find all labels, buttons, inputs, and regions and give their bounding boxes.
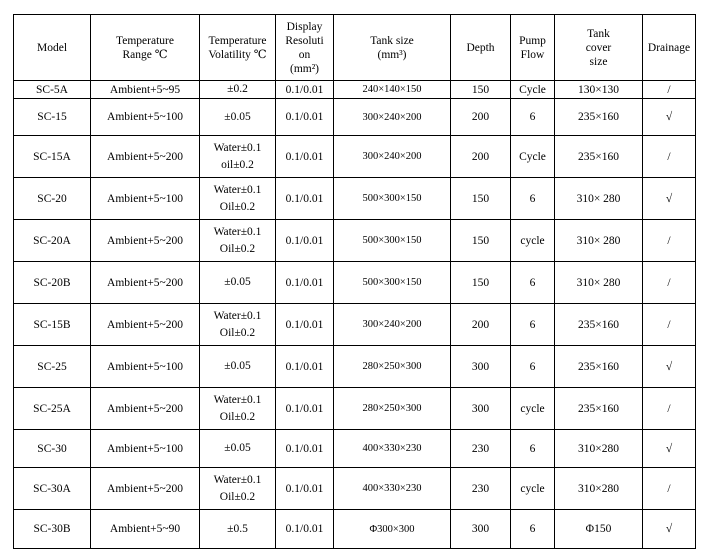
header-volatility-line-1: Temperature	[208, 34, 267, 47]
cell-pump-flow: 6	[511, 178, 555, 220]
cell-drainage: √	[643, 430, 696, 468]
header-cover-line-1: Tank	[587, 27, 610, 40]
cell-tank-size: 300×240×200	[334, 304, 451, 346]
volatility-line-2: Oil±0.2	[219, 242, 256, 255]
header-temperature-volatility	[200, 15, 276, 81]
cell-temperature-range: Ambient+5~100	[91, 178, 200, 220]
cell-temperature-range: Ambient+5~200	[91, 136, 200, 178]
header-resolution-line-2: Resoluti	[285, 34, 324, 47]
cell-depth: 200	[451, 136, 511, 178]
cell-volatility	[200, 468, 276, 510]
cell-tank-cover-size: 235×160	[555, 99, 643, 136]
cell-temperature-range: Ambient+5~200	[91, 468, 200, 510]
header-depth	[451, 15, 511, 81]
cell-volatility	[200, 178, 276, 220]
volatility-line-1: ±0.5	[227, 522, 248, 535]
header-drainage	[643, 15, 696, 81]
cell-model: SC-20	[14, 178, 91, 220]
spec-table-body	[14, 81, 696, 549]
table-row	[14, 220, 696, 262]
volatility-line-2: Oil±0.2	[219, 410, 256, 423]
cell-temperature-range: Ambient+5~200	[91, 304, 200, 346]
volatility-line-1: Water±0.1	[213, 393, 262, 406]
cell-resolution: 0.1/0.01	[276, 430, 334, 468]
cell-drainage: /	[643, 304, 696, 346]
cell-depth: 300	[451, 346, 511, 388]
table-row	[14, 468, 696, 510]
cell-volatility	[200, 220, 276, 262]
cell-volatility	[200, 388, 276, 430]
cell-model: SC-15B	[14, 304, 91, 346]
header-tank-line-2: (mm³)	[377, 48, 407, 61]
cell-tank-size: 240×140×150	[334, 81, 451, 99]
cell-tank-cover-size: 235×160	[555, 304, 643, 346]
header-model-label: Model	[36, 41, 68, 54]
cell-temperature-range: Ambient+5~95	[91, 81, 200, 99]
cell-drainage: √	[643, 346, 696, 388]
volatility-line-1: Water±0.1	[213, 141, 262, 154]
header-tank-line-1: Tank size	[370, 34, 414, 47]
cell-drainage: /	[643, 81, 696, 99]
cell-model: SC-15A	[14, 136, 91, 178]
cell-model: SC-25A	[14, 388, 91, 430]
cell-depth: 150	[451, 81, 511, 99]
volatility-line-2: Oil±0.2	[219, 490, 256, 503]
cell-temperature-range: Ambient+5~200	[91, 388, 200, 430]
cell-tank-cover-size: 310×280	[555, 430, 643, 468]
cell-pump-flow: 6	[511, 304, 555, 346]
volatility-line-2: Oil±0.2	[219, 200, 256, 213]
cell-drainage: /	[643, 262, 696, 304]
cell-resolution: 0.1/0.01	[276, 81, 334, 99]
cell-volatility	[200, 510, 276, 549]
header-model	[14, 15, 91, 81]
volatility-line-2: Oil±0.2	[219, 326, 256, 339]
cell-temperature-range: Ambient+5~100	[91, 99, 200, 136]
header-range-line-2: Range ℃	[122, 48, 168, 61]
cell-pump-flow: cycle	[511, 468, 555, 510]
cell-tank-size: 400×330×230	[334, 468, 451, 510]
header-tank-size	[334, 15, 451, 81]
cell-resolution: 0.1/0.01	[276, 388, 334, 430]
cell-drainage: /	[643, 468, 696, 510]
cell-tank-size: 300×240×200	[334, 136, 451, 178]
cell-pump-flow: 6	[511, 99, 555, 136]
volatility-line-1: ±0.05	[224, 110, 251, 123]
cell-resolution: 0.1/0.01	[276, 178, 334, 220]
cell-resolution: 0.1/0.01	[276, 262, 334, 304]
table-row	[14, 81, 696, 99]
header-range-line-1: Temperature	[116, 34, 174, 47]
table-row	[14, 262, 696, 304]
cell-pump-flow: Cycle	[511, 81, 555, 99]
volatility-line-1: Water±0.1	[213, 309, 262, 322]
cell-tank-size: 500×300×150	[334, 178, 451, 220]
header-pump-line-2: Flow	[520, 48, 545, 61]
cell-temperature-range: Ambient+5~90	[91, 510, 200, 549]
cell-resolution: 0.1/0.01	[276, 304, 334, 346]
cell-tank-size: 280×250×300	[334, 346, 451, 388]
header-tank-cover-size	[555, 15, 643, 81]
header-pump-line-1: Pump	[519, 34, 546, 47]
volatility-line-1: Water±0.1	[213, 225, 262, 238]
cell-pump-flow: cycle	[511, 388, 555, 430]
cell-tank-cover-size: 310× 280	[555, 262, 643, 304]
cell-tank-cover-size: Φ150	[555, 510, 643, 549]
cell-tank-cover-size: 310× 280	[555, 178, 643, 220]
cell-pump-flow: 6	[511, 430, 555, 468]
cell-depth: 200	[451, 304, 511, 346]
cell-volatility	[200, 346, 276, 388]
volatility-line-1: ±0.05	[224, 442, 251, 454]
header-cover-line-3: size	[589, 55, 608, 68]
cell-tank-size: 500×300×150	[334, 262, 451, 304]
cell-volatility	[200, 99, 276, 136]
cell-depth: 300	[451, 388, 511, 430]
cell-depth: 150	[451, 220, 511, 262]
cell-drainage: √	[643, 99, 696, 136]
header-depth-label: Depth	[466, 41, 495, 54]
cell-tank-cover-size: 235×160	[555, 136, 643, 178]
cell-tank-size: Φ300×300	[334, 510, 451, 549]
table-row	[14, 430, 696, 468]
header-resolution-line-3: on	[298, 48, 311, 61]
header-row	[14, 15, 696, 81]
header-cover-line-2: cover	[585, 41, 612, 54]
header-drainage-label: Drainage	[647, 41, 691, 54]
cell-tank-cover-size: 235×160	[555, 388, 643, 430]
table-row	[14, 346, 696, 388]
cell-volatility	[200, 136, 276, 178]
header-temperature-range	[91, 15, 200, 81]
cell-depth: 150	[451, 178, 511, 220]
cell-depth: 150	[451, 262, 511, 304]
cell-tank-cover-size: 310×280	[555, 468, 643, 510]
cell-volatility	[200, 262, 276, 304]
header-resolution-line-1: Display	[286, 20, 323, 33]
cell-model: SC-15	[14, 99, 91, 136]
cell-temperature-range: Ambient+5~200	[91, 220, 200, 262]
cell-tank-cover-size: 130×130	[555, 81, 643, 99]
cell-pump-flow: 6	[511, 510, 555, 549]
cell-drainage: /	[643, 136, 696, 178]
cell-volatility	[200, 81, 276, 99]
header-resolution-line-4: (mm²)	[290, 62, 319, 75]
volatility-line-1: ±0.05	[224, 276, 251, 288]
cell-drainage: /	[643, 220, 696, 262]
table-row	[14, 136, 696, 178]
table-row	[14, 510, 696, 549]
table-row	[14, 178, 696, 220]
cell-model: SC-30A	[14, 468, 91, 510]
header-pump-flow	[511, 15, 555, 81]
cell-temperature-range: Ambient+5~100	[91, 346, 200, 388]
cell-depth: 230	[451, 430, 511, 468]
cell-depth: 200	[451, 99, 511, 136]
cell-drainage: /	[643, 388, 696, 430]
cell-resolution: 0.1/0.01	[276, 468, 334, 510]
cell-depth: 300	[451, 510, 511, 549]
cell-pump-flow: Cycle	[511, 136, 555, 178]
cell-volatility	[200, 304, 276, 346]
spec-table	[13, 14, 696, 549]
cell-resolution: 0.1/0.01	[276, 99, 334, 136]
cell-tank-cover-size: 235×160	[555, 346, 643, 388]
cell-volatility	[200, 430, 276, 468]
cell-drainage: √	[643, 178, 696, 220]
volatility-line-1: ±0.05	[224, 360, 251, 372]
cell-model: SC-30B	[14, 510, 91, 549]
cell-resolution: 0.1/0.01	[276, 220, 334, 262]
volatility-line-1: Water±0.1	[213, 183, 262, 196]
cell-resolution: 0.1/0.01	[276, 136, 334, 178]
cell-model: SC-30	[14, 430, 91, 468]
cell-resolution: 0.1/0.01	[276, 510, 334, 549]
cell-pump-flow: 6	[511, 346, 555, 388]
header-volatility-line-2: Volatility ℃	[208, 48, 267, 61]
cell-pump-flow: cycle	[511, 220, 555, 262]
cell-temperature-range: Ambient+5~200	[91, 262, 200, 304]
cell-model: SC-20B	[14, 262, 91, 304]
cell-tank-size: 500×300×150	[334, 220, 451, 262]
cell-resolution: 0.1/0.01	[276, 346, 334, 388]
table-row	[14, 99, 696, 136]
cell-tank-size: 280×250×300	[334, 388, 451, 430]
volatility-line-1: ±0.2	[227, 83, 248, 95]
cell-tank-size: 400×330×230	[334, 430, 451, 468]
cell-tank-cover-size: 310× 280	[555, 220, 643, 262]
header-display-resolution	[276, 15, 334, 81]
volatility-line-1: Water±0.1	[213, 473, 262, 486]
cell-tank-size: 300×240×200	[334, 99, 451, 136]
table-row	[14, 388, 696, 430]
cell-model: SC-20A	[14, 220, 91, 262]
volatility-line-2: oil±0.2	[221, 158, 254, 171]
cell-drainage: √	[643, 510, 696, 549]
cell-model: SC-25	[14, 346, 91, 388]
cell-pump-flow: 6	[511, 262, 555, 304]
cell-model: SC-5A	[14, 81, 91, 99]
cell-temperature-range: Ambient+5~100	[91, 430, 200, 468]
cell-depth: 230	[451, 468, 511, 510]
table-row	[14, 304, 696, 346]
